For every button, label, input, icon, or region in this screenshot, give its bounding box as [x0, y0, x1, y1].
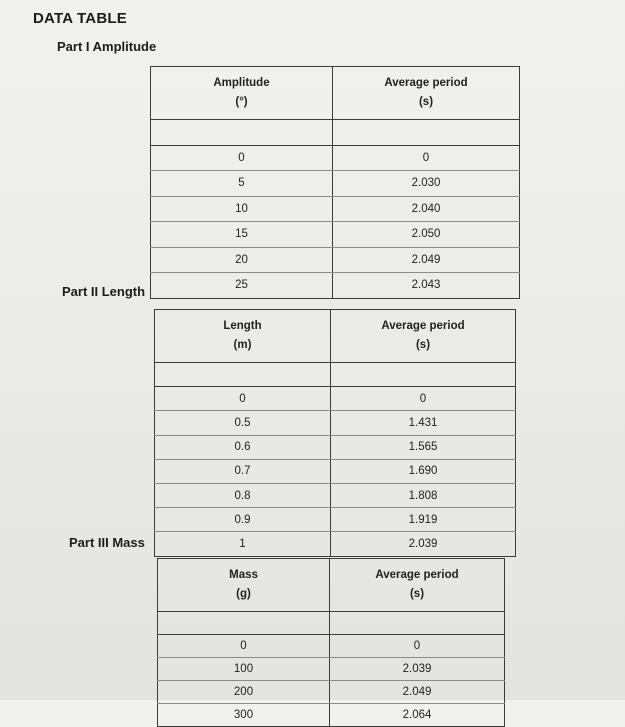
length-cell: 0.5	[155, 411, 331, 435]
period-cell: 2.030	[333, 171, 520, 197]
amplitude-cell: 10	[151, 196, 333, 222]
period-cell: 1.431	[331, 411, 516, 435]
period-cell: 2.049	[333, 247, 520, 273]
table-row	[158, 681, 505, 704]
mass-cell: 200	[158, 681, 330, 704]
section-heading-amplitude: Part I Amplitude	[57, 39, 157, 54]
table-spacer-row	[158, 612, 505, 635]
period-cell: 2.049	[330, 681, 505, 704]
mass-table	[157, 558, 505, 727]
column-header-unit: (m)	[233, 339, 252, 351]
section-heading-length: Part II Length	[62, 284, 146, 299]
period-cell: 2.050	[333, 222, 520, 248]
table-row	[151, 222, 520, 248]
column-header-average-period	[331, 310, 516, 363]
table-row	[155, 387, 516, 411]
table-row	[158, 658, 505, 681]
column-header-average-period	[330, 559, 505, 612]
table-header-row	[151, 67, 520, 120]
amplitude-cell: 25	[151, 273, 333, 299]
mass-cell: 0	[158, 635, 330, 658]
column-header-unit: (g)	[236, 588, 251, 600]
length-cell: 0.7	[155, 459, 331, 483]
period-cell: 0	[330, 635, 505, 658]
table-row	[151, 247, 520, 273]
table-row	[158, 635, 505, 658]
amplitude-cell: 0	[151, 145, 333, 171]
period-cell: 1.565	[331, 435, 516, 459]
period-cell: 2.039	[331, 532, 516, 556]
column-header-unit: (°)	[235, 96, 248, 108]
period-cell: 1.808	[331, 483, 516, 507]
table-row	[151, 273, 520, 299]
table-row	[155, 411, 516, 435]
column-header-unit: (s)	[415, 339, 431, 351]
column-header-unit: (s)	[409, 588, 425, 600]
column-header-length	[155, 310, 331, 363]
period-cell: 0	[331, 387, 516, 411]
length-table	[154, 309, 516, 557]
amplitude-cell: 15	[151, 222, 333, 248]
length-cell: 0	[155, 387, 331, 411]
column-header-label: Amplitude	[213, 77, 270, 89]
column-header-label: Mass	[229, 569, 258, 581]
period-cell: 2.039	[330, 658, 505, 681]
period-cell: 0	[333, 145, 520, 171]
column-header-label: Average period	[384, 77, 468, 89]
length-cell: 0.9	[155, 508, 331, 532]
period-cell: 1.919	[331, 508, 516, 532]
length-cell: 0.6	[155, 435, 331, 459]
length-cell: 0.8	[155, 483, 331, 507]
table-row	[155, 508, 516, 532]
table-row	[155, 435, 516, 459]
table-header-row	[155, 310, 516, 363]
mass-cell: 100	[158, 658, 330, 681]
period-cell: 2.064	[330, 704, 505, 727]
amplitude-table	[150, 66, 520, 299]
table-row	[151, 145, 520, 171]
table-row	[155, 459, 516, 483]
column-header-label: Average period	[381, 320, 465, 332]
table-row	[151, 196, 520, 222]
section-heading-mass: Part III Mass	[69, 535, 145, 550]
amplitude-cell: 20	[151, 247, 333, 273]
table-header-row	[158, 559, 505, 612]
table-spacer-row	[155, 363, 516, 387]
column-header-label: Length	[223, 320, 262, 332]
period-cell: 2.040	[333, 196, 520, 222]
period-cell: 2.043	[333, 273, 520, 299]
mass-cell: 300	[158, 704, 330, 727]
table-row	[155, 532, 516, 556]
table-row	[155, 483, 516, 507]
column-header-amplitude	[151, 67, 333, 120]
column-header-average-period	[333, 67, 520, 120]
table-row	[158, 704, 505, 727]
length-cell: 1	[155, 532, 331, 556]
column-header-unit: (s)	[418, 96, 434, 108]
period-cell: 1.690	[331, 459, 516, 483]
column-header-label: Average period	[375, 569, 459, 581]
table-spacer-row	[151, 120, 520, 146]
column-header-mass	[158, 559, 330, 612]
table-row	[151, 171, 520, 197]
page-title: DATA TABLE	[33, 10, 127, 27]
amplitude-cell: 5	[151, 171, 333, 197]
